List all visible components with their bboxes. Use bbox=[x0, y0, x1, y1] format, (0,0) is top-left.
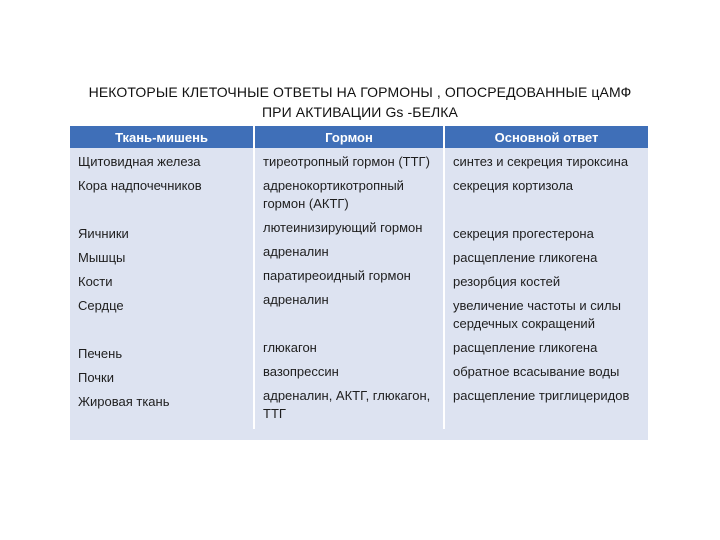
hormone-cell: вазопрессин bbox=[263, 364, 339, 379]
response-cell: обратное всасывание воды bbox=[453, 364, 620, 379]
table-body-row bbox=[70, 148, 648, 429]
tissue-cell: Яичники bbox=[78, 226, 129, 241]
hormone-cell: лютеинизирующий гормон bbox=[263, 220, 423, 235]
tissue-cell: Жировая ткань bbox=[78, 394, 170, 409]
hormone-cell: паратиреоидный гормон bbox=[263, 268, 411, 283]
hormone-cell: глюкагон bbox=[263, 340, 317, 355]
hormone-cell: тиреотропный гормон (ТТГ) bbox=[263, 154, 430, 169]
title-line-2: ПРИ АКТИВАЦИИ Gs -БЕЛКА bbox=[262, 104, 458, 120]
hormone-cell: адреналин, АКТГ, глюкагон, ТТГ bbox=[263, 388, 431, 421]
response-cell: расщепление гликогена bbox=[453, 250, 598, 265]
header-hormone: Гормон bbox=[254, 126, 444, 148]
tissue-cell: Мышцы bbox=[78, 250, 126, 265]
table-header-row bbox=[70, 126, 648, 148]
response-cell: расщепление гликогена bbox=[453, 340, 598, 355]
header-tissue: Ткань-мишень bbox=[70, 126, 254, 148]
tissue-cell: Кора надпочечников bbox=[78, 178, 202, 193]
response-cell: синтез и секреция тироксина bbox=[453, 154, 629, 169]
hormone-table bbox=[70, 126, 648, 429]
hormone-cell: адреналин bbox=[263, 244, 329, 259]
hormone-table-container bbox=[70, 126, 648, 440]
hormone-cell: адренокортикотропный гормон (АКТГ) bbox=[263, 178, 404, 211]
response-cell: резорбция костей bbox=[453, 274, 561, 289]
tissue-cell: Почки bbox=[78, 370, 115, 385]
response-cell: расщепление триглицеридов bbox=[453, 388, 630, 403]
tissue-column bbox=[70, 148, 254, 429]
tissue-cell: Печень bbox=[78, 346, 123, 361]
response-cell: секреция прогестерона bbox=[453, 226, 594, 241]
header-response: Основной ответ bbox=[444, 126, 648, 148]
tissue-cell: Кости bbox=[78, 274, 113, 289]
slide-title bbox=[0, 82, 720, 122]
tissue-cell: Щитовидная железа bbox=[78, 154, 201, 169]
hormone-cell: адреналин bbox=[263, 292, 329, 307]
response-column bbox=[444, 148, 648, 429]
hormone-column bbox=[254, 148, 444, 429]
tissue-cell: Сердце bbox=[78, 298, 124, 313]
response-cell: увеличение частоты и силы сердечных сокращений bbox=[453, 298, 621, 331]
response-cell: секреция кортизола bbox=[453, 178, 574, 193]
title-line-1: НЕКОТОРЫЕ КЛЕТОЧНЫЕ ОТВЕТЫ НА ГОРМОНЫ , ОПОСРЕДОВАННЫЕ цАМФ bbox=[88, 84, 632, 100]
